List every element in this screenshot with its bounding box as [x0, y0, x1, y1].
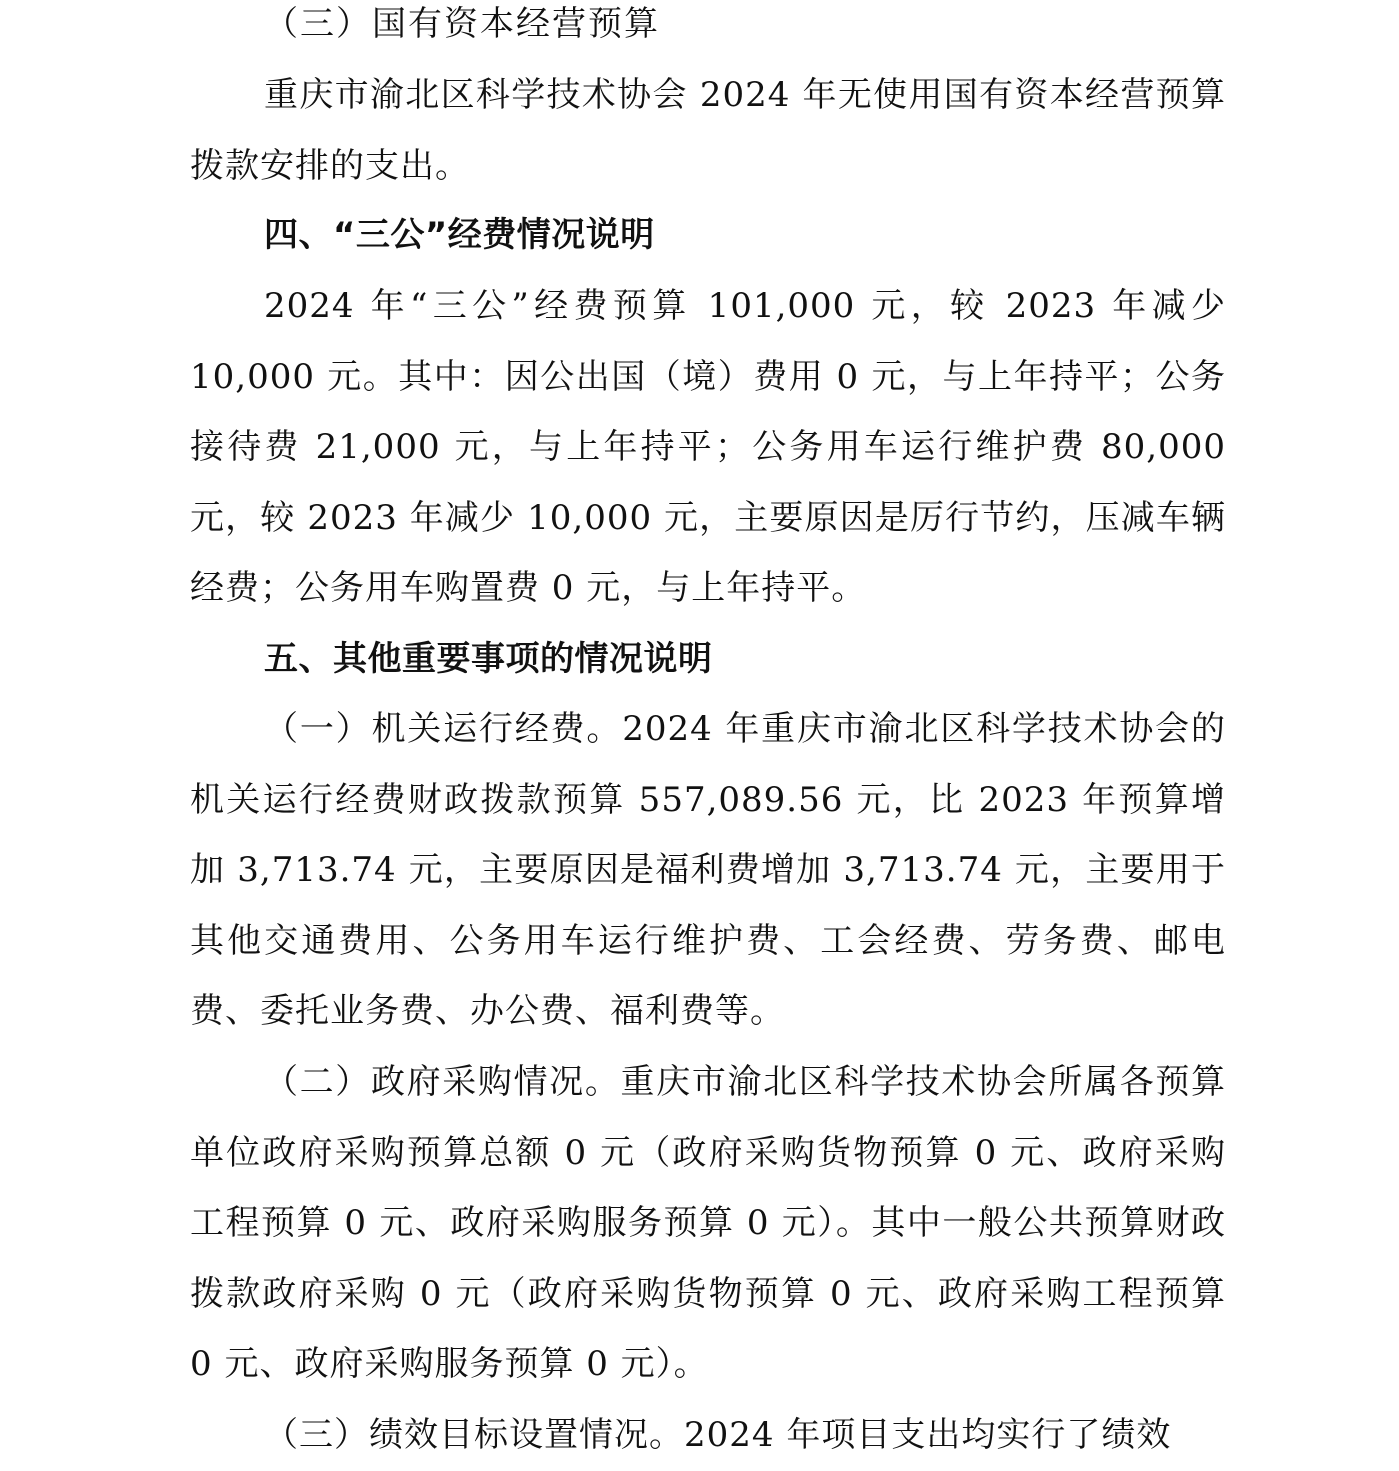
section-heading-three-public-expenses: 四、“三公”经费情况说明	[264, 215, 655, 255]
paragraph-three-public-expenses: 2024 年“三公”经费预算 101,000 元，较 2023 年减少 10,000 元。其中：因公出国（境）费用 0 元，与上年持平；公务接待费 21,000 元，与上年持平；公务用车运行维护费 80,000 元，较 2023 年减少 10,000 元，主要原因是厉行节约，压减车辆经费；公务用车购置费 0 元，与上年持平。	[190, 286, 1226, 609]
section-subheading-state-capital-budget: （三）国有资本经营预算	[264, 4, 660, 44]
section-heading-other-important-matters: 五、其他重要事项的情况说明	[264, 639, 713, 679]
paragraph-performance-targets: （三）绩效目标设置情况。2024 年项目支出均实行了绩效	[264, 1415, 1172, 1455]
paragraph-government-procurement: （二）政府采购情况。重庆市渝北区科学技术协会所属各预算单位政府采购预算总额 0 元（政府采购货物预算 0 元、政府采购工程预算 0 元、政府采购服务预算 0 元）。其中一般公共预算财政拨款政府采购 0 元（政府采购货物预算 0 元、政府采购工程预算 0 元、政府采购服务预算 0 元）。	[190, 1062, 1226, 1385]
paragraph-organ-operating-expenses: （一）机关运行经费。2024 年重庆市渝北区科学技术协会的机关运行经费财政拨款预算 557,089.56 元，比 2023 年预算增加 3,713.74 元，主要原因是福利费增加 3,713.74 元，主要用于其他交通费用、公务用车运行维护费、工会经费、劳务费、邮电费、委托业务费、办公费、福利费等。	[190, 709, 1226, 1032]
paragraph-state-capital-budget: 重庆市渝北区科学技术协会 2024 年无使用国有资本经营预算拨款安排的支出。	[190, 75, 1226, 186]
